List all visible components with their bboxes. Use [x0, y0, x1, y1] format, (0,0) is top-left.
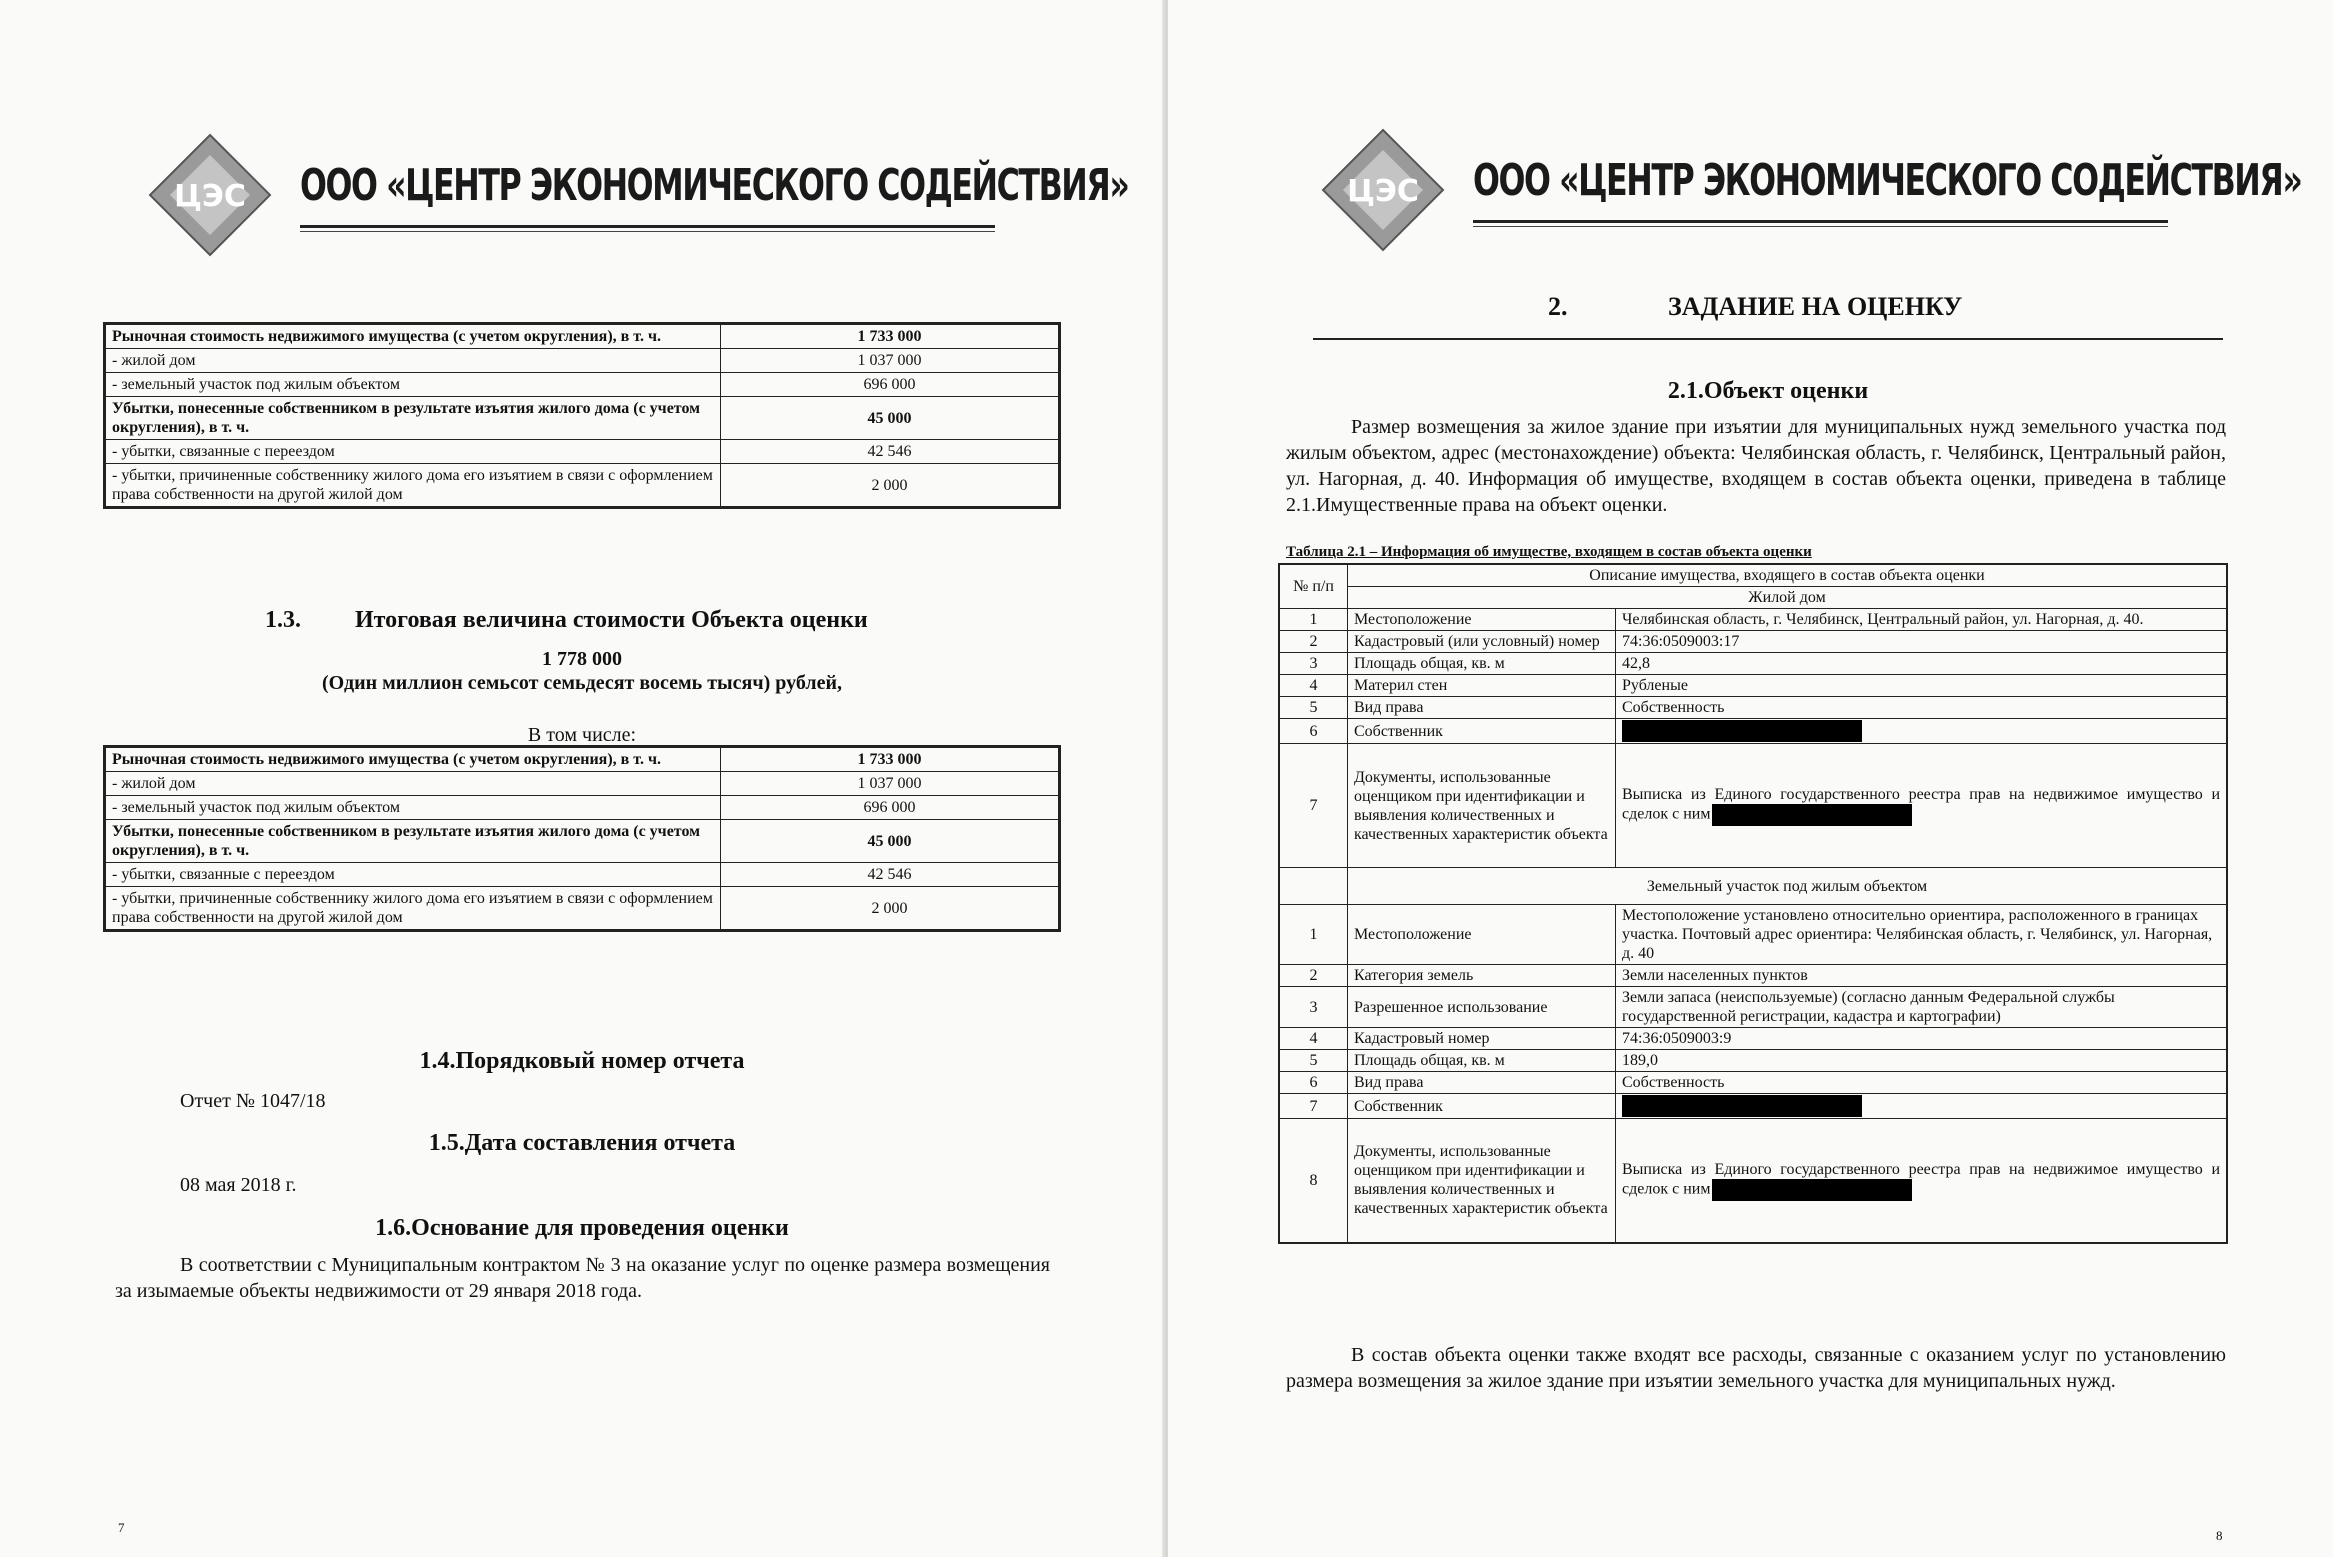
value-row — [105, 397, 1060, 440]
row-value — [1616, 631, 2228, 653]
company-logo-icon — [1318, 125, 1448, 255]
row-number: 7 — [1279, 744, 1348, 868]
including-label: В том числе: — [527, 724, 637, 746]
table-row — [1279, 1072, 2227, 1094]
value-table-2 — [103, 745, 1061, 932]
row-number: 1 — [1279, 905, 1348, 965]
row-value — [1616, 675, 2228, 697]
value-row-label: - убытки, причиненные собственнику жилого дома его изъятием в связи с оформлением права собственности на другой жилой дом — [105, 464, 721, 508]
row-value — [1616, 1028, 2228, 1050]
value-row-amount: 1 037 000 — [721, 349, 1060, 373]
table-row — [1279, 719, 2227, 744]
section-1-5-title: 1.5.Дата составления отчета — [428, 1130, 736, 1156]
row-label: Собственник — [1348, 719, 1616, 744]
page-number-left: 7 — [118, 1520, 125, 1535]
row-value-text: Рубленые — [1622, 677, 1688, 694]
row-number: 2 — [1279, 631, 1348, 653]
value-table-1 — [103, 322, 1061, 509]
value-row — [105, 820, 1060, 863]
total-value: 1 778 000 — [542, 648, 622, 670]
section-2-title: ЗАДАНИЕ НА ОЦЕНКУ — [1668, 292, 1963, 321]
row-label: Вид права — [1348, 697, 1616, 719]
section-row-land — [1279, 868, 2227, 905]
row-label: Документы, использованные оценщиком при идентификации и выявления количественных и качественных характеристик объекта — [1348, 1119, 1616, 1243]
header-rule — [1473, 220, 2168, 223]
company-logo-icon — [145, 130, 275, 260]
section-2-number: 2. — [1548, 292, 1568, 321]
row-value — [1616, 609, 2228, 631]
header-rule-thin — [1473, 226, 2168, 227]
value-row-amount: 2 000 — [721, 464, 1060, 508]
row-number: 5 — [1279, 697, 1348, 719]
section-2-1-title: 2.1.Объект оценки — [1667, 378, 1869, 404]
row-number: 4 — [1279, 675, 1348, 697]
page-number-right: 8 — [2216, 1528, 2223, 1543]
value-row-label: - убытки, связанные с переездом — [105, 440, 721, 464]
table-header-row — [1279, 564, 2227, 587]
value-row-label: Рыночная стоимость недвижимого имущества (с учетом округления), в т. ч. — [105, 324, 721, 349]
row-number: 6 — [1279, 719, 1348, 744]
basis-paragraph: В соответствии с Муниципальным контрактом № 3 на оказание услуг по оценке размера возмещения за изымаемые объекты недвижимости от 29 января 2018 года. — [115, 1254, 1050, 1302]
table-row — [1279, 905, 2227, 965]
value-row-amount: 1 733 000 — [721, 747, 1060, 772]
company-name: ООО «ЦЕНТР ЭКОНОМИЧЕСКОГО СОДЕЙСТВИЯ» — [300, 160, 1129, 211]
row-label: Кадастровый (или условный) номер — [1348, 631, 1616, 653]
row-number: 6 — [1279, 1072, 1348, 1094]
row-label: Площадь общая, кв. м — [1348, 653, 1616, 675]
row-label: Местоположение — [1348, 609, 1616, 631]
row-value-text: Выписка из Единого государственного реестра прав на недвижимое имущество и сделок с ним — [1622, 1160, 2220, 1198]
section-1-3-number: 1.3. — [265, 607, 301, 633]
table-row — [1279, 609, 2227, 631]
table-row — [1279, 744, 2227, 868]
row-label: Категория земель — [1348, 965, 1616, 987]
table-row — [1279, 631, 2227, 653]
row-value-text: 74:36:0509003:9 — [1622, 1030, 1732, 1047]
total-words: (Один миллион семьсот семьдесят восемь тысяч) рублей, — [322, 672, 842, 694]
row-value — [1616, 965, 2228, 987]
value-row-label: Убытки, понесенные собственником в результате изъятия жилого дома (с учетом округления), в т. ч. — [105, 397, 721, 440]
col-description-header: Описание имущества, входящего в состав объекта оценки — [1348, 564, 2228, 587]
header-rule — [300, 225, 995, 228]
value-row — [105, 373, 1060, 397]
row-number: 1 — [1279, 609, 1348, 631]
row-value-text: 74:36:0509003:17 — [1622, 633, 1740, 650]
table-row — [1279, 1050, 2227, 1072]
company-name: ООО «ЦЕНТР ЭКОНОМИЧЕСКОГО СОДЕЙСТВИЯ» — [1473, 155, 2302, 206]
row-label: Кадастровый номер — [1348, 1028, 1616, 1050]
value-row-amount: 45 000 — [721, 397, 1060, 440]
land-section-blank — [1279, 868, 1348, 905]
row-number: 4 — [1279, 1028, 1348, 1050]
value-row-amount: 1 037 000 — [721, 772, 1060, 796]
value-row-label: - убытки, связанные с переездом — [105, 863, 721, 887]
value-row-amount: 45 000 — [721, 820, 1060, 863]
row-label: Материл стен — [1348, 675, 1616, 697]
row-value — [1616, 1050, 2228, 1072]
row-value — [1616, 1072, 2228, 1094]
row-value-text: Выписка из Единого государственного реестра прав на недвижимое имущество и сделок с ним — [1622, 786, 2220, 823]
row-label: Документы, использованные оценщиком при идентификации и выявления количественных и качественных характеристик объекта — [1348, 744, 1616, 868]
value-row — [105, 440, 1060, 464]
value-row-amount: 696 000 — [721, 796, 1060, 820]
header-rule-thin — [300, 231, 995, 232]
right-page — [1168, 0, 2333, 1557]
row-value-text: Земли запаса (неиспользуемые) (согласно данным Федеральной службы государственной регистрации, кадастра и картографии) — [1622, 989, 2115, 1025]
row-number: 5 — [1279, 1050, 1348, 1072]
value-row-label: - жилой дом — [105, 349, 721, 373]
value-row-label: - земельный участок под жилым объектом — [105, 796, 721, 820]
row-value-text: 42,8 — [1622, 655, 1650, 672]
land-section-title: Земельный участок под жилым объектом — [1348, 868, 2228, 905]
row-value-text: Местоположение установлено относительно ориентира, расположенного в границах участка. Почтовый адрес ориентира: Челябинская область, г. Челябинск, ул. Нагорная, д. 40 — [1622, 907, 2213, 962]
value-row — [105, 887, 1060, 931]
outro-paragraph: В состав объекта оценки также входят все расходы, связанные с оказанием услуг по установлению размера возмещения за жилое здание при изъятии земельного участка для муниципальных нужд. — [1286, 1344, 2226, 1392]
value-row-amount: 42 546 — [721, 440, 1060, 464]
left-header — [145, 130, 1129, 280]
value-row-amount: 2 000 — [721, 887, 1060, 931]
value-row — [105, 772, 1060, 796]
row-value — [1616, 744, 2228, 868]
left-page — [0, 0, 1165, 1557]
row-label: Собственник — [1348, 1094, 1616, 1119]
value-row-amount: 696 000 — [721, 373, 1060, 397]
row-label: Разрешенное использование — [1348, 987, 1616, 1028]
row-label: Площадь общая, кв. м — [1348, 1050, 1616, 1072]
table-row — [1279, 1094, 2227, 1119]
table-row — [1279, 1119, 2227, 1243]
logo-text: ЦЭС — [1347, 174, 1419, 209]
row-value-text: Земли населенных пунктов — [1622, 967, 1808, 984]
row-value — [1616, 1119, 2228, 1243]
table-row — [1279, 987, 2227, 1028]
row-value-text: Челябинская область, г. Челябинск, Центральный район, ул. Нагорная, д. 40. — [1622, 611, 2144, 628]
value-row — [105, 464, 1060, 508]
object-info-table — [1278, 563, 2228, 1244]
redacted-owner — [1622, 1095, 1862, 1117]
table-row — [1279, 1028, 2227, 1050]
value-row — [105, 324, 1060, 349]
value-row-label: Убытки, понесенные собственником в результате изъятия жилого дома (с учетом округления), в т. ч. — [105, 820, 721, 863]
section-rule — [1313, 338, 2223, 340]
value-row-label: - жилой дом — [105, 772, 721, 796]
row-value — [1616, 653, 2228, 675]
row-value — [1616, 719, 2228, 744]
table-row — [1279, 697, 2227, 719]
table-caption: Таблица 2.1 – Информация об имуществе, входящем в состав объекта оценки — [1286, 544, 1812, 560]
value-row — [105, 796, 1060, 820]
value-row — [105, 863, 1060, 887]
row-value — [1616, 987, 2228, 1028]
value-row-label: - земельный участок под жилым объектом — [105, 373, 721, 397]
table-row — [1279, 675, 2227, 697]
value-row-label: Рыночная стоимость недвижимого имущества (с учетом округления), в т. ч. — [105, 747, 721, 772]
report-number: Отчет № 1047/18 — [180, 1090, 326, 1112]
value-row — [105, 349, 1060, 373]
redacted-owner — [1622, 720, 1862, 742]
redacted-document — [1712, 804, 1912, 826]
row-value — [1616, 697, 2228, 719]
row-number: 7 — [1279, 1094, 1348, 1119]
row-value — [1616, 905, 2228, 965]
value-row-label: - убытки, причиненные собственнику жилого дома его изъятием в связи с оформлением права собственности на другой жилой дом — [105, 887, 721, 931]
row-value-text: 189,0 — [1622, 1052, 1658, 1069]
row-value — [1616, 1094, 2228, 1119]
redacted-document — [1712, 1179, 1912, 1201]
value-row — [105, 747, 1060, 772]
section-row-house — [1279, 587, 2227, 609]
report-date: 08 мая 2018 г. — [180, 1174, 297, 1196]
row-number: 8 — [1279, 1119, 1348, 1243]
row-number: 2 — [1279, 965, 1348, 987]
logo-text: ЦЭС — [174, 179, 246, 214]
row-value-text: Собственность — [1622, 699, 1725, 716]
row-label: Местоположение — [1348, 905, 1616, 965]
value-row-amount: 1 733 000 — [721, 324, 1060, 349]
row-number: 3 — [1279, 653, 1348, 675]
value-row-amount: 42 546 — [721, 863, 1060, 887]
section-1-6-title: 1.6.Основание для проведения оценки — [375, 1215, 789, 1241]
col-number-header: № п/п — [1279, 564, 1348, 609]
right-header — [1318, 125, 2302, 275]
house-section-title: Жилой дом — [1348, 587, 2228, 609]
row-label: Вид права — [1348, 1072, 1616, 1094]
section-1-3-title: Итоговая величина стоимости Объекта оценки — [355, 607, 868, 633]
row-number: 3 — [1279, 987, 1348, 1028]
table-row — [1279, 965, 2227, 987]
intro-paragraph: Размер возмещения за жилое здание при изъятии для муниципальных нужд земельного участка под жилым объектом, адрес (местонахождение) объекта: Челябинская область, г. Челябинск, Центральный район, ул. Нагорная, д. 40. Информация об имуществе, входящем в состав объекта оценки, приведена в таблице 2.1.Имущественные права на объект оценки. — [1286, 416, 2226, 516]
table-row — [1279, 653, 2227, 675]
section-1-4-title: 1.4.Порядковый номер отчета — [419, 1048, 745, 1074]
row-value-text: Собственность — [1622, 1074, 1725, 1091]
